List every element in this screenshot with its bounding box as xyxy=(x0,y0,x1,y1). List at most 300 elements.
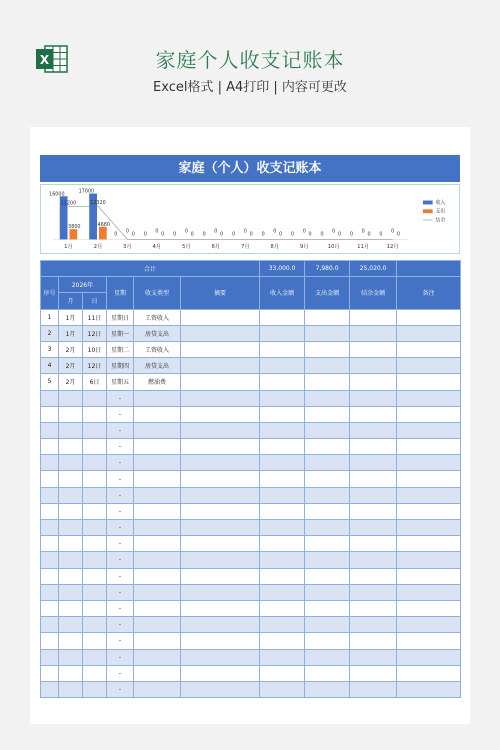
cell-note[interactable] xyxy=(397,309,461,325)
cell-note[interactable] xyxy=(397,665,461,681)
cell-income[interactable] xyxy=(260,600,305,616)
cell-note[interactable] xyxy=(397,422,461,438)
cell-expense[interactable] xyxy=(305,325,350,341)
cell-income[interactable] xyxy=(260,341,305,357)
cell-income[interactable] xyxy=(260,520,305,536)
cell-balance[interactable] xyxy=(350,536,397,552)
cell-type[interactable] xyxy=(134,633,181,649)
cell-day[interactable] xyxy=(83,665,107,681)
cell-seq[interactable] xyxy=(41,487,59,503)
cell-summary[interactable] xyxy=(181,341,260,357)
cell-seq[interactable] xyxy=(41,649,59,665)
table-row xyxy=(41,649,461,665)
cell-balance[interactable] xyxy=(350,681,397,697)
cell-day[interactable]: 12日 xyxy=(83,325,107,341)
cell-expense[interactable] xyxy=(305,568,350,584)
cell-income[interactable] xyxy=(260,390,305,406)
data-label-income: 0 xyxy=(261,231,265,238)
cell-day[interactable] xyxy=(83,520,107,536)
table-row xyxy=(41,552,461,568)
cell-day[interactable] xyxy=(83,681,107,697)
total-label: 合计 xyxy=(41,261,260,277)
cell-type[interactable] xyxy=(134,665,181,681)
cell-expense[interactable] xyxy=(305,358,350,374)
col-seq-header: 序号 xyxy=(41,277,59,309)
cell-balance[interactable] xyxy=(350,325,397,341)
cell-note[interactable] xyxy=(397,455,461,471)
cell-month[interactable] xyxy=(59,390,83,406)
cell-month[interactable] xyxy=(59,487,83,503)
cell-day[interactable] xyxy=(83,600,107,616)
cell-summary[interactable] xyxy=(181,681,260,697)
cell-income[interactable] xyxy=(260,681,305,697)
cell-month[interactable] xyxy=(59,536,83,552)
cell-summary[interactable] xyxy=(181,439,260,455)
table-row xyxy=(41,455,461,471)
cell-seq[interactable] xyxy=(41,455,59,471)
data-label-income: 17000 xyxy=(78,188,95,195)
cell-month[interactable]: 1月 xyxy=(59,325,83,341)
cell-income[interactable] xyxy=(260,552,305,568)
table-row xyxy=(41,358,461,374)
cell-note[interactable] xyxy=(397,600,461,616)
cell-expense[interactable] xyxy=(305,374,350,390)
cell-summary[interactable] xyxy=(181,503,260,519)
cell-month[interactable] xyxy=(59,503,83,519)
col-summary-header: 摘要 xyxy=(181,277,260,309)
cell-income[interactable] xyxy=(260,325,305,341)
cell-expense[interactable] xyxy=(305,422,350,438)
cell-seq[interactable] xyxy=(41,471,59,487)
cell-day[interactable]: 10日 xyxy=(83,341,107,357)
cell-expense[interactable] xyxy=(305,520,350,536)
cell-seq[interactable]: 5 xyxy=(41,374,59,390)
cell-expense[interactable] xyxy=(305,665,350,681)
table-row xyxy=(41,520,461,536)
cell-note[interactable] xyxy=(397,617,461,633)
data-label-expense: 0 xyxy=(279,231,283,238)
cell-seq[interactable] xyxy=(41,617,59,633)
data-label-expense: 0 xyxy=(131,231,135,238)
table-row xyxy=(41,309,461,325)
cell-expense[interactable] xyxy=(305,536,350,552)
cell-month[interactable] xyxy=(59,617,83,633)
cell-weekday[interactable]: - xyxy=(107,406,134,422)
cell-summary[interactable] xyxy=(181,600,260,616)
data-label-balance: 0 xyxy=(184,228,188,235)
cell-balance[interactable] xyxy=(350,649,397,665)
cell-day[interactable] xyxy=(83,552,107,568)
cell-expense[interactable] xyxy=(305,681,350,697)
cell-month[interactable]: 2月 xyxy=(59,358,83,374)
excel-icon-letter: X xyxy=(39,53,50,67)
cell-income[interactable] xyxy=(260,568,305,584)
cell-note[interactable] xyxy=(397,471,461,487)
cell-expense[interactable] xyxy=(305,649,350,665)
data-label-income: 0 xyxy=(320,231,324,238)
cell-summary[interactable] xyxy=(181,471,260,487)
cell-summary[interactable] xyxy=(181,309,260,325)
cell-expense[interactable] xyxy=(305,487,350,503)
bar-expense xyxy=(99,227,107,240)
cell-day[interactable] xyxy=(83,422,107,438)
cell-expense[interactable] xyxy=(305,341,350,357)
cell-month[interactable] xyxy=(59,422,83,438)
data-label-income: 0 xyxy=(143,231,147,238)
x-tick-label: 8月 xyxy=(270,244,280,251)
cell-summary[interactable] xyxy=(181,406,260,422)
cell-note[interactable] xyxy=(397,584,461,600)
cell-day[interactable]: 6日 xyxy=(83,374,107,390)
cell-month[interactable]: 2月 xyxy=(59,341,83,357)
cell-type[interactable] xyxy=(134,471,181,487)
cell-summary[interactable] xyxy=(181,358,260,374)
cell-day[interactable] xyxy=(83,649,107,665)
page-header xyxy=(0,0,500,122)
cell-balance[interactable] xyxy=(350,358,397,374)
cell-summary[interactable] xyxy=(181,374,260,390)
cell-day[interactable]: 11日 xyxy=(83,309,107,325)
cell-day[interactable] xyxy=(83,439,107,455)
x-tick-label: 12月 xyxy=(386,244,399,251)
table-row xyxy=(41,374,461,390)
cell-balance[interactable] xyxy=(350,503,397,519)
cell-balance[interactable] xyxy=(350,390,397,406)
cell-expense[interactable] xyxy=(305,552,350,568)
cell-type[interactable] xyxy=(134,649,181,665)
cell-weekday[interactable]: - xyxy=(107,600,134,616)
data-label-balance: 12320 xyxy=(90,200,106,207)
cell-balance[interactable] xyxy=(350,471,397,487)
cell-income[interactable] xyxy=(260,665,305,681)
cell-month[interactable]: 1月 xyxy=(59,309,83,325)
cell-seq[interactable] xyxy=(41,406,59,422)
cell-balance[interactable] xyxy=(350,617,397,633)
cell-income[interactable] xyxy=(260,487,305,503)
cell-summary[interactable] xyxy=(181,617,260,633)
cell-note[interactable] xyxy=(397,325,461,341)
cell-income[interactable] xyxy=(260,422,305,438)
cell-note[interactable] xyxy=(397,358,461,374)
legend-label: 支出 xyxy=(435,208,446,215)
cell-summary[interactable] xyxy=(181,455,260,471)
year-header: 2026年 xyxy=(59,277,107,293)
cell-day[interactable] xyxy=(83,455,107,471)
cell-balance[interactable] xyxy=(350,633,397,649)
data-label-income: 0 xyxy=(202,231,206,238)
x-tick-label: 9月 xyxy=(299,244,309,251)
cell-income[interactable] xyxy=(260,309,305,325)
cell-balance[interactable] xyxy=(350,406,397,422)
cell-month[interactable] xyxy=(59,455,83,471)
cell-weekday[interactable]: 星期四 xyxy=(107,358,134,374)
cell-seq[interactable] xyxy=(41,600,59,616)
cell-income[interactable] xyxy=(260,439,305,455)
cell-summary[interactable] xyxy=(181,422,260,438)
table-row xyxy=(41,341,461,357)
cell-note[interactable] xyxy=(397,520,461,536)
cell-weekday[interactable]: - xyxy=(107,471,134,487)
cell-day[interactable] xyxy=(83,617,107,633)
cell-weekday[interactable]: - xyxy=(107,455,134,471)
bar-expense xyxy=(69,229,77,239)
x-tick-label: 4月 xyxy=(152,244,162,251)
cell-seq[interactable]: 2 xyxy=(41,325,59,341)
cell-seq[interactable] xyxy=(41,439,59,455)
cell-seq[interactable] xyxy=(41,665,59,681)
cell-month[interactable] xyxy=(59,584,83,600)
cell-month[interactable] xyxy=(59,681,83,697)
cell-day[interactable] xyxy=(83,471,107,487)
cell-note[interactable] xyxy=(397,552,461,568)
cell-balance[interactable] xyxy=(350,600,397,616)
cell-expense[interactable] xyxy=(305,617,350,633)
cell-income[interactable] xyxy=(260,471,305,487)
cell-type[interactable] xyxy=(134,520,181,536)
cell-balance[interactable] xyxy=(350,487,397,503)
cell-type[interactable]: 工资收入 xyxy=(134,341,181,357)
table-row xyxy=(41,681,461,697)
cell-seq[interactable] xyxy=(41,552,59,568)
cell-summary[interactable] xyxy=(181,568,260,584)
cell-seq[interactable]: 3 xyxy=(41,341,59,357)
cell-seq[interactable]: 1 xyxy=(41,309,59,325)
cell-summary[interactable] xyxy=(181,390,260,406)
cell-weekday[interactable]: - xyxy=(107,439,134,455)
cell-note[interactable] xyxy=(397,536,461,552)
cell-seq[interactable] xyxy=(41,568,59,584)
cell-note[interactable] xyxy=(397,439,461,455)
cell-income[interactable] xyxy=(260,649,305,665)
table-row xyxy=(41,633,461,649)
table-row xyxy=(41,617,461,633)
data-label-expense: 0 xyxy=(249,231,253,238)
cell-type[interactable]: 燃油费 xyxy=(134,374,181,390)
cell-day[interactable] xyxy=(83,568,107,584)
data-label-expense: 0 xyxy=(308,231,312,238)
cell-month[interactable] xyxy=(59,552,83,568)
cell-type[interactable] xyxy=(134,455,181,471)
col-expense-header: 支出金额 xyxy=(305,277,350,309)
cell-seq[interactable]: 4 xyxy=(41,358,59,374)
cell-type[interactable] xyxy=(134,568,181,584)
cell-income[interactable] xyxy=(260,584,305,600)
cell-month[interactable] xyxy=(59,665,83,681)
cell-balance[interactable] xyxy=(350,520,397,536)
cell-type[interactable] xyxy=(134,552,181,568)
cell-income[interactable] xyxy=(260,617,305,633)
cell-type[interactable] xyxy=(134,617,181,633)
table-row xyxy=(41,665,461,681)
cell-balance[interactable] xyxy=(350,341,397,357)
table-row xyxy=(41,390,461,406)
cell-type[interactable] xyxy=(134,487,181,503)
cell-note[interactable] xyxy=(397,390,461,406)
cell-day[interactable] xyxy=(83,503,107,519)
cell-type[interactable] xyxy=(134,422,181,438)
cell-expense[interactable] xyxy=(305,455,350,471)
data-label-expense: 0 xyxy=(337,231,342,238)
cell-expense[interactable] xyxy=(305,390,350,406)
table-row xyxy=(41,471,461,487)
cell-month[interactable] xyxy=(59,406,83,422)
cell-balance[interactable] xyxy=(350,439,397,455)
cell-type[interactable]: 房贷支出 xyxy=(134,358,181,374)
x-tick-label: 6月 xyxy=(211,244,221,251)
cell-income[interactable] xyxy=(260,633,305,649)
cell-note[interactable] xyxy=(397,649,461,665)
cell-income[interactable] xyxy=(260,374,305,390)
cell-note[interactable] xyxy=(397,681,461,697)
cell-expense[interactable] xyxy=(305,406,350,422)
cell-month[interactable] xyxy=(59,600,83,616)
cell-expense[interactable] xyxy=(305,439,350,455)
cell-month[interactable] xyxy=(59,471,83,487)
cell-summary[interactable] xyxy=(181,520,260,536)
cell-seq[interactable] xyxy=(41,390,59,406)
cell-seq[interactable] xyxy=(41,503,59,519)
cell-weekday[interactable]: - xyxy=(107,552,134,568)
cell-expense[interactable] xyxy=(305,503,350,519)
data-label-expense: 3800 xyxy=(68,224,81,231)
cell-weekday[interactable]: - xyxy=(107,633,134,649)
legend-swatch xyxy=(423,209,433,213)
col-month-header: 月 xyxy=(59,293,83,309)
cell-summary[interactable] xyxy=(181,536,260,552)
x-tick-label: 11月 xyxy=(357,244,370,251)
cell-month[interactable] xyxy=(59,520,83,536)
cell-seq[interactable] xyxy=(41,520,59,536)
cell-type[interactable] xyxy=(134,406,181,422)
cell-note[interactable] xyxy=(397,487,461,503)
col-balance-header: 结余金额 xyxy=(350,277,397,309)
data-label-balance: 0 xyxy=(391,228,395,235)
col-type-header: 收支类型 xyxy=(134,277,181,309)
cell-weekday[interactable]: 星期日 xyxy=(107,309,134,325)
cell-balance[interactable] xyxy=(350,422,397,438)
data-label-expense: 0 xyxy=(367,231,371,238)
cell-day[interactable] xyxy=(83,390,107,406)
cell-month[interactable] xyxy=(59,568,83,584)
data-label-income: 0 xyxy=(232,231,236,238)
cell-balance[interactable] xyxy=(350,568,397,584)
cell-expense[interactable] xyxy=(305,309,350,325)
table-row xyxy=(41,503,461,519)
cell-weekday[interactable]: - xyxy=(107,584,134,600)
cell-weekday[interactable]: - xyxy=(107,487,134,503)
cell-seq[interactable] xyxy=(41,681,59,697)
cell-note[interactable] xyxy=(397,503,461,519)
cell-income[interactable] xyxy=(260,536,305,552)
cell-day[interactable] xyxy=(83,633,107,649)
table-row xyxy=(41,584,461,600)
cell-balance[interactable] xyxy=(350,552,397,568)
ledger-table xyxy=(40,260,461,698)
cell-type[interactable]: 房贷支出 xyxy=(134,325,181,341)
cell-weekday[interactable]: - xyxy=(107,568,134,584)
cell-day[interactable] xyxy=(83,536,107,552)
cell-income[interactable] xyxy=(260,455,305,471)
cell-month[interactable]: 2月 xyxy=(59,374,83,390)
cell-seq[interactable] xyxy=(41,584,59,600)
cell-note[interactable] xyxy=(397,568,461,584)
cell-seq[interactable] xyxy=(41,536,59,552)
cell-summary[interactable] xyxy=(181,325,260,341)
cell-weekday[interactable]: 星期二 xyxy=(107,341,134,357)
cell-seq[interactable] xyxy=(41,422,59,438)
cell-weekday[interactable]: 星期一 xyxy=(107,325,134,341)
cell-month[interactable] xyxy=(59,649,83,665)
cell-day[interactable]: 12日 xyxy=(83,358,107,374)
cell-weekday[interactable]: - xyxy=(107,681,134,697)
cell-summary[interactable] xyxy=(181,487,260,503)
cell-type[interactable] xyxy=(134,584,181,600)
total-income: 33,000.0 xyxy=(260,261,305,277)
cell-weekday[interactable]: - xyxy=(107,520,134,536)
cell-month[interactable] xyxy=(59,633,83,649)
col-weekday-header: 星期 xyxy=(107,277,134,309)
cell-type[interactable] xyxy=(134,536,181,552)
cell-balance[interactable] xyxy=(350,455,397,471)
cell-summary[interactable] xyxy=(181,584,260,600)
cell-weekday[interactable]: - xyxy=(107,422,134,438)
cell-type[interactable] xyxy=(134,503,181,519)
cell-summary[interactable] xyxy=(181,665,260,681)
cell-type[interactable]: 工资收入 xyxy=(134,309,181,325)
cell-balance[interactable] xyxy=(350,665,397,681)
data-label-income: 0 xyxy=(114,231,118,238)
data-label-balance: 0 xyxy=(332,228,336,235)
cell-type[interactable] xyxy=(134,390,181,406)
cell-summary[interactable] xyxy=(181,552,260,568)
cell-weekday[interactable]: - xyxy=(107,503,134,519)
table-row xyxy=(41,406,461,422)
cell-expense[interactable] xyxy=(305,633,350,649)
cell-weekday[interactable]: 星期五 xyxy=(107,374,134,390)
cell-day[interactable] xyxy=(83,406,107,422)
cell-income[interactable] xyxy=(260,503,305,519)
cell-income[interactable] xyxy=(260,406,305,422)
cell-weekday[interactable]: - xyxy=(107,665,134,681)
cell-balance[interactable] xyxy=(350,584,397,600)
cell-day[interactable] xyxy=(83,584,107,600)
cell-expense[interactable] xyxy=(305,600,350,616)
cell-note[interactable] xyxy=(397,341,461,357)
cell-summary[interactable] xyxy=(181,633,260,649)
cell-note[interactable] xyxy=(397,406,461,422)
cell-day[interactable] xyxy=(83,487,107,503)
cell-expense[interactable] xyxy=(305,584,350,600)
cell-balance[interactable] xyxy=(350,374,397,390)
cell-weekday[interactable]: - xyxy=(107,390,134,406)
cell-weekday[interactable]: - xyxy=(107,617,134,633)
cell-type[interactable] xyxy=(134,681,181,697)
cell-expense[interactable] xyxy=(305,471,350,487)
cell-balance[interactable] xyxy=(350,309,397,325)
cell-type[interactable] xyxy=(134,439,181,455)
cell-summary[interactable] xyxy=(181,649,260,665)
cell-weekday[interactable]: - xyxy=(107,649,134,665)
cell-note[interactable] xyxy=(397,374,461,390)
cell-income[interactable] xyxy=(260,358,305,374)
cell-weekday[interactable]: - xyxy=(107,536,134,552)
cell-month[interactable] xyxy=(59,439,83,455)
x-tick-label: 10月 xyxy=(327,244,340,251)
table-row xyxy=(41,422,461,438)
cell-type[interactable] xyxy=(134,600,181,616)
cell-note[interactable] xyxy=(397,633,461,649)
cell-seq[interactable] xyxy=(41,633,59,649)
